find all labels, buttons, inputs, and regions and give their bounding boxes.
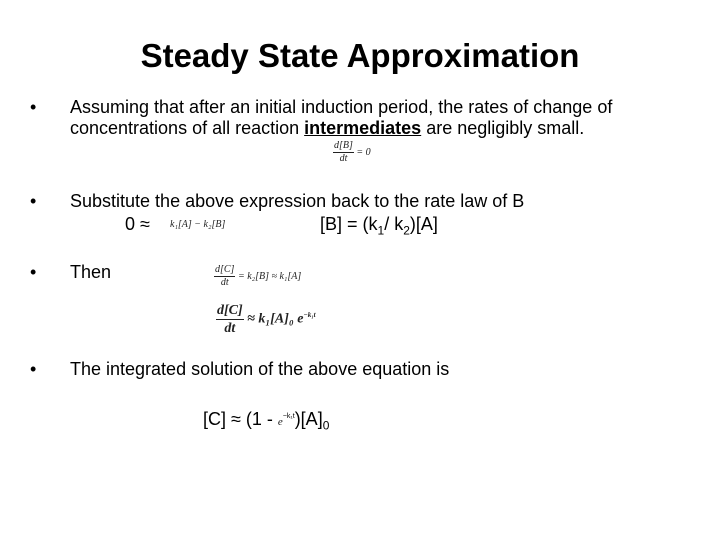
bullet-dot: • <box>30 191 37 211</box>
equation-rate-law-b: k₁[A] − k₂[B] <box>170 219 226 230</box>
bullet-1-line-2: concentrations of all reaction intermediates are negligibly small. <box>70 118 585 138</box>
approx-zero: 0 ≈ <box>125 214 150 234</box>
bullet-2-line-1: Substitute the above expression back to the rate law of B <box>70 191 525 211</box>
bullet-3-line-1: Then <box>70 262 112 282</box>
steady-state-b-result: $[B] = (k_1/$ $k_2)[A]$ <box>320 214 438 238</box>
intermediates-term: intermediates <box>304 118 422 138</box>
bullet-1-line-1: Assuming that after an initial induction period, the rates of change of <box>70 97 613 117</box>
bullet-dot: • <box>30 262 37 282</box>
equation-dC-dt-1: $\frac{d[C]}{dt}$ = k₂[B] ≈ k₁[A] <box>215 264 302 288</box>
slide-title: Steady State Approximation <box>140 37 580 74</box>
equation-dC-dt-2: $\frac{d[C]}{dt}$ ≈ k₁[A]₀ $e^{-k_1t}$ <box>217 303 316 336</box>
integrated-solution: $[C] \approx (1 - e^{-k_1t})[A]_0$ <box>203 409 330 433</box>
bullet-dot: • <box>30 359 37 379</box>
bullet-dot: • <box>30 97 37 117</box>
equation-dB-dt-zero: $\frac{d[B]}{dt}$ = 0 <box>334 140 371 164</box>
bullet-4-line-1: The integrated solution of the above equation is <box>70 359 450 379</box>
